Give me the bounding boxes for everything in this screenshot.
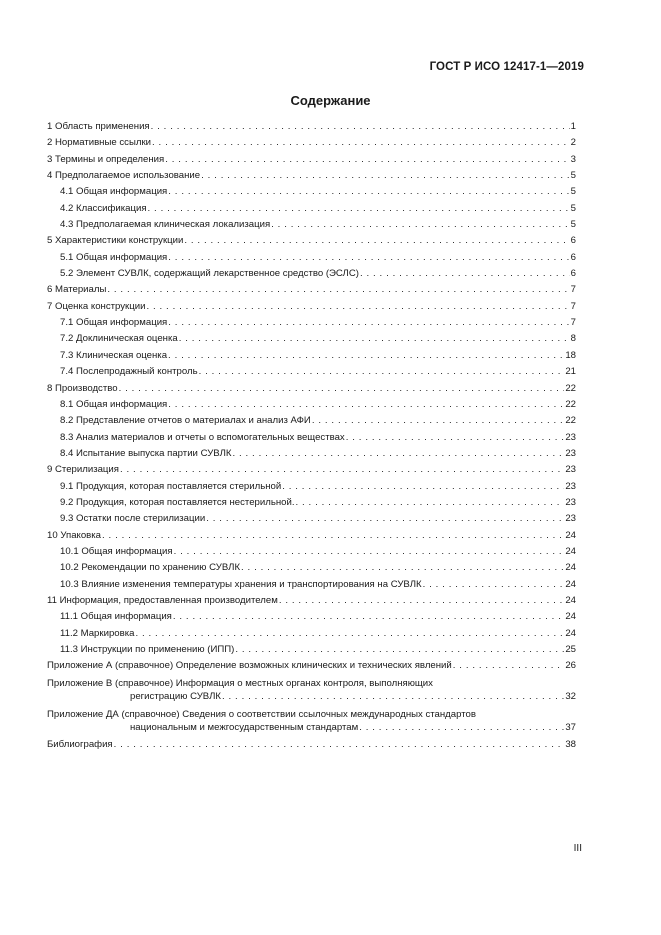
toc-leader-dots [359, 721, 564, 734]
toc-entry-text: 4.2 Классификация [60, 202, 147, 214]
toc-entry-text: 5 Характеристики конструкции [47, 235, 184, 247]
toc-entry-text: 4 Предполагаемое использование [47, 170, 201, 182]
toc-entry-page: 23 [565, 431, 576, 443]
toc-entry-page: 7 [570, 300, 576, 312]
toc-entry-appendix-b[interactable] [47, 677, 576, 706]
toc-entry[interactable] [47, 560, 576, 576]
toc-entry-text: 2 Нормативные ссылки [47, 137, 152, 149]
toc-entry-page: 22 [565, 415, 576, 427]
toc-leader-dots [271, 217, 570, 233]
toc-leader-dots [423, 577, 565, 593]
toc-rows [47, 119, 576, 675]
toc-entry[interactable] [47, 282, 576, 298]
toc-entry-text: 5.1 Общая информация [60, 251, 168, 263]
toc-entry-text-line2: регистрацию СУВЛК [130, 690, 221, 702]
toc-entry[interactable] [47, 511, 576, 527]
toc-entry-text: 7.2 Доклиническая оценка [60, 333, 178, 345]
toc-entry-page: 24 [565, 627, 576, 639]
toc-entry[interactable] [47, 135, 576, 151]
toc-entry[interactable] [47, 413, 576, 429]
toc-entry-page: 5 [570, 219, 576, 231]
toc-entry[interactable] [47, 217, 576, 233]
toc-entry-page: 24 [565, 611, 576, 623]
toc-leader-dots [173, 609, 564, 625]
standard-code: ГОСТ Р ИСО 12417-1—2019 [429, 61, 584, 73]
toc-leader-dots [346, 430, 565, 446]
toc-leader-dots [179, 331, 570, 347]
toc-leader-dots [235, 642, 564, 658]
toc-entry-text: 1 Область применения [47, 121, 150, 132]
toc-entry-bibliography[interactable] [47, 737, 576, 753]
toc-leader-dots [168, 250, 569, 266]
toc-entry-page: 22 [565, 398, 576, 410]
toc-entry[interactable] [47, 446, 576, 462]
page-number: III [573, 843, 582, 854]
toc-entry[interactable] [47, 593, 576, 609]
toc-entry-text: 9.3 Остатки после стерилизации [60, 513, 206, 525]
toc-entry-page: 23 [565, 464, 576, 476]
toc-leader-dots [168, 397, 564, 413]
toc-leader-dots [119, 381, 565, 397]
toc-entry-page: 6 [570, 251, 576, 263]
toc-leader-dots [232, 446, 564, 462]
toc-entry-page: 22 [565, 382, 576, 394]
toc-entry-page: 24 [565, 562, 576, 574]
toc-entry-text: 7 Оценка конструкции [47, 300, 146, 312]
toc-entry-text: 8.1 Общая информация [60, 398, 168, 410]
toc-entry-text: 4.3 Предполагаемая клиническая локализация [60, 219, 271, 231]
toc-entry-text: 7.4 Послепродажный контроль [60, 366, 198, 378]
toc-leader-dots [279, 593, 564, 609]
toc-entry-text: 9.2 Продукция, которая поставляется нестерильной. [60, 496, 295, 508]
toc-leader-dots [241, 560, 564, 576]
toc-entry-text: 8.3 Анализ материалов и отчеты о вспомогательных веществах [60, 431, 345, 443]
toc-entry-text: 7.3 Клиническая оценка [60, 349, 168, 361]
toc-entry-page: 1 [570, 121, 576, 132]
toc-entry[interactable] [47, 642, 576, 658]
toc-leader-dots [107, 282, 569, 298]
toc-entry-line2 [47, 721, 576, 734]
toc-entry[interactable] [47, 430, 576, 446]
toc-entry-page: 37 [565, 721, 576, 733]
toc-entry-page: 6 [570, 268, 576, 280]
toc-entry[interactable] [47, 201, 576, 217]
toc-entry-page: 5 [570, 170, 576, 182]
toc-entry-page: 23 [565, 480, 576, 492]
toc-leader-dots [360, 266, 570, 282]
toc-entry-text: 9 Стерилизация [47, 464, 119, 476]
toc-leader-dots [152, 135, 570, 151]
toc-entry-text: 11.3 Инструкции по применению (ИПП) [60, 644, 235, 655]
toc-leader-dots [206, 511, 564, 527]
toc-leader-dots [165, 152, 569, 168]
toc-entry-page: 7 [570, 317, 576, 329]
toc-entry-page: 23 [565, 513, 576, 525]
toc-entry-page: 38 [565, 738, 576, 750]
toc-entry[interactable] [47, 299, 576, 315]
toc-entry-page: 24 [565, 529, 576, 541]
toc-entry-page: 2 [570, 137, 576, 149]
toc-entry[interactable] [47, 119, 576, 135]
toc-entry-page: 24 [565, 578, 576, 590]
toc-leader-dots [201, 168, 570, 184]
toc-entry-text: Приложение А (справочное) Определение возможных клинических и технических явлений [47, 660, 452, 672]
toc-entry[interactable] [47, 495, 576, 511]
toc-entry-page: 5 [570, 186, 576, 198]
toc-entry-page: 25 [565, 644, 576, 655]
toc-entry[interactable] [47, 544, 576, 560]
toc-entry-page: 23 [565, 496, 576, 508]
toc-entry[interactable] [47, 528, 576, 544]
toc-leader-dots [168, 184, 569, 200]
toc-entry[interactable] [47, 364, 576, 380]
toc-entry-page: 3 [570, 153, 576, 165]
toc-entry-text: 11 Информация, предоставленная производителем [47, 594, 278, 606]
toc-leader-dots [148, 201, 570, 217]
toc-entry-page: 23 [565, 447, 576, 459]
toc-leader-dots [453, 658, 565, 674]
toc-entry[interactable] [47, 233, 576, 249]
toc-entry-page: 5 [570, 202, 576, 214]
toc-leader-dots [151, 119, 570, 135]
toc-entry[interactable] [47, 315, 576, 331]
toc-leader-dots [174, 544, 565, 560]
toc-leader-dots [114, 737, 565, 753]
toc-leader-dots [120, 462, 564, 478]
toc-entry[interactable] [47, 479, 576, 495]
toc-entry[interactable] [47, 168, 576, 184]
toc-entry-text: 3 Термины и определения [47, 153, 165, 165]
toc-entry-text: 7.1 Общая информация [60, 317, 168, 329]
toc-entry-page: 6 [570, 235, 576, 247]
toc-leader-dots [102, 528, 564, 544]
toc-entry-text-line2: национальным и межгосударственным стандартам [130, 721, 359, 733]
toc-leader-dots [146, 299, 569, 315]
toc-entry-page: 24 [565, 545, 576, 557]
toc-entry[interactable] [47, 381, 576, 397]
toc-entry-page: 8 [570, 333, 576, 345]
toc-entry-text: 10.1 Общая информация [60, 545, 173, 557]
toc-entry-text: 10.3 Влияние изменения температуры хранения и транспортирования на СУВЛК [60, 578, 422, 590]
toc-leader-dots [184, 233, 569, 249]
toc-entry[interactable] [47, 250, 576, 266]
toc-leader-dots [222, 690, 564, 703]
toc-entry-text: 11.1 Общая информация [60, 611, 172, 623]
toc-entry-line2 [47, 690, 576, 703]
toc-entry[interactable] [47, 184, 576, 200]
toc-leader-dots [296, 495, 565, 511]
toc-entry-text: 8.4 Испытание выпуска партии СУВЛК [60, 447, 232, 459]
toc-entry[interactable] [47, 626, 576, 642]
toc-entry-page: 18 [565, 349, 576, 361]
toc-entry[interactable] [47, 348, 576, 364]
toc-entry-page: 32 [565, 690, 576, 702]
toc-entry-text: 10 Упаковка [47, 529, 102, 541]
toc-entry-text: 4.1 Общая информация [60, 186, 168, 198]
toc-entry-text: 11.2 Маркировка [60, 627, 135, 639]
toc-entry[interactable] [47, 577, 576, 593]
toc-leader-dots [199, 364, 565, 380]
toc-entry-text: 8.2 Представление отчетов о материалах и анализ АФИ [60, 415, 311, 427]
toc-entry[interactable] [47, 152, 576, 168]
toc-entry-text: 5.2 Элемент СУВЛК, содержащий лекарственное средство (ЭСЛС) [60, 268, 359, 280]
toc-entry-text: 8 Производство [47, 382, 118, 394]
toc-entry[interactable] [47, 658, 576, 674]
toc-entry-text: 6 Материалы [47, 284, 107, 296]
toc-entry-text-line1: Приложение В (справочное) Информация о местных органах контроля, выполняющих [47, 677, 433, 689]
toc-title: Содержание [290, 93, 371, 108]
toc-leader-dots [135, 626, 564, 642]
toc-entry-text: Библиография [47, 738, 113, 750]
toc-entry-appendix-da[interactable] [47, 708, 576, 737]
toc-leader-dots [282, 479, 564, 495]
toc-entry[interactable] [47, 397, 576, 413]
toc-entry-page: 21 [565, 366, 576, 378]
toc-leader-dots [168, 348, 564, 364]
table-of-contents [47, 119, 576, 753]
toc-leader-dots [312, 413, 565, 429]
toc-entry[interactable] [47, 266, 576, 282]
toc-entry[interactable] [47, 462, 576, 478]
toc-entry-text: 10.2 Рекомендации по хранению СУВЛК [60, 562, 241, 574]
toc-entry-text: 9.1 Продукция, которая поставляется стерильной [60, 480, 282, 492]
toc-entry[interactable] [47, 331, 576, 347]
toc-entry-page: 26 [565, 660, 576, 672]
toc-entry[interactable] [47, 609, 576, 625]
toc-entry-page: 24 [565, 594, 576, 606]
toc-entry-text-line1: Приложение ДА (справочное) Сведения о соответствии ссылочных международных стандартов [47, 708, 476, 720]
toc-leader-dots [168, 315, 569, 331]
toc-entry-page: 7 [570, 284, 576, 296]
